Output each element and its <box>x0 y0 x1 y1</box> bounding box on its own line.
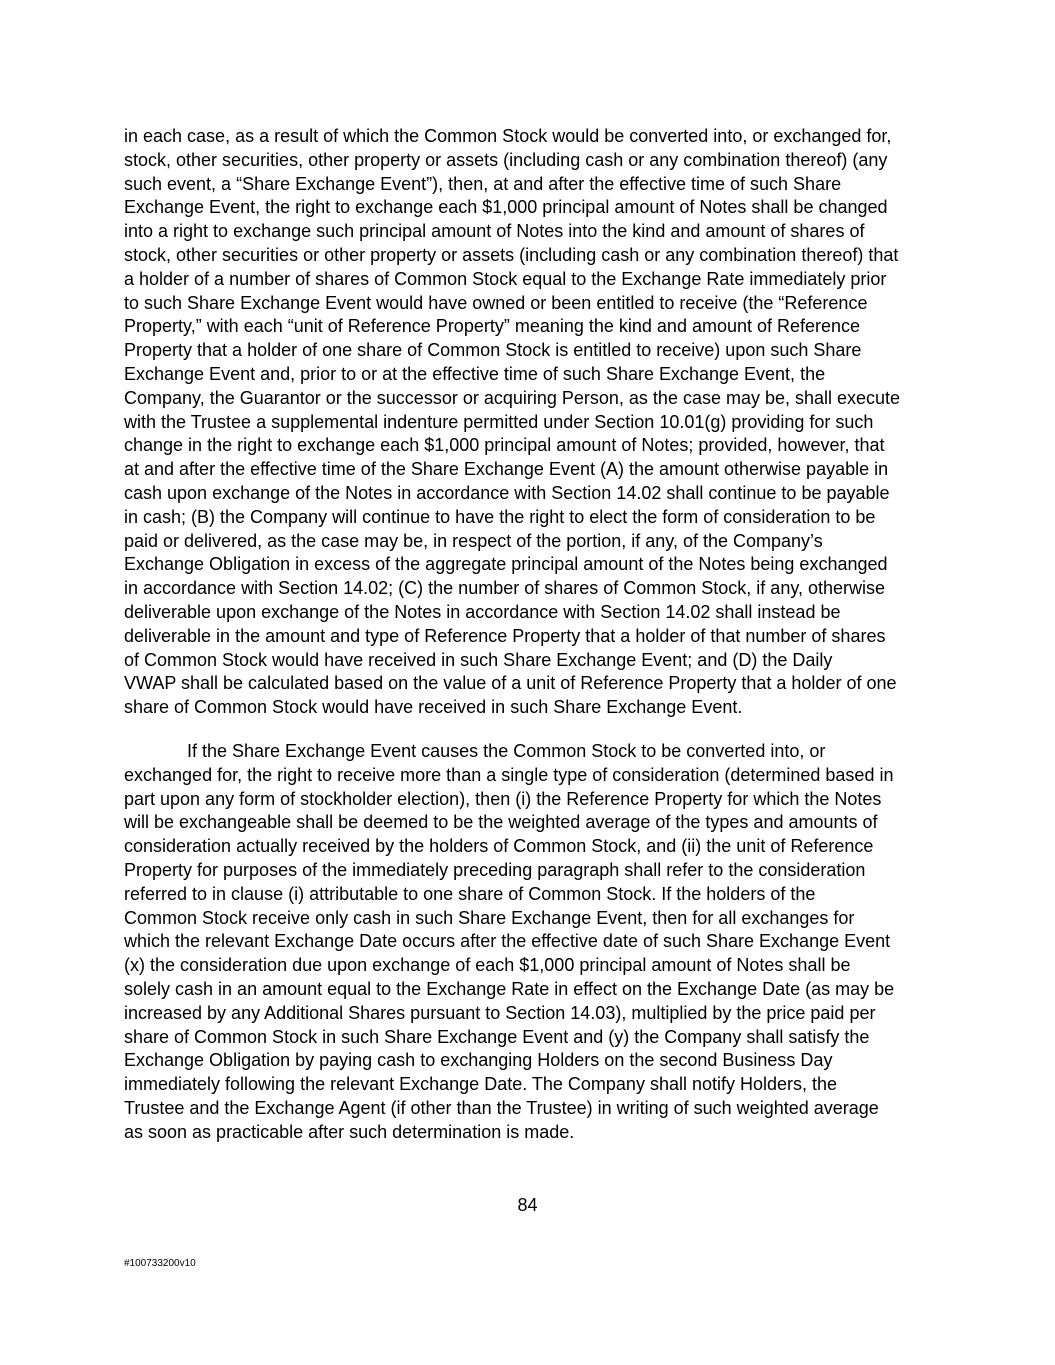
paragraph-line: solely cash in an amount equal to the Exchange Rate in effect on the Exchange Date (as may be <box>124 978 895 999</box>
paragraph-line: Trustee and the Exchange Agent (if other than the Trustee) in writing of such weighted average <box>124 1097 879 1118</box>
paragraph-line: part upon any form of stockholder election), then (i) the Reference Property for which the Notes <box>124 788 882 809</box>
paragraph-line: as soon as practicable after such determination is made. <box>124 1121 575 1142</box>
paragraph-line: share of Common Stock would have received in such Share Exchange Event. <box>124 697 743 718</box>
paragraph-line: Exchange Event and, prior to or at the effective time of such Share Exchange Event, the <box>124 363 826 384</box>
paragraph-line: increased by any Additional Shares pursuant to Section 14.03), multiplied by the price paid per <box>124 1002 876 1023</box>
paragraph-line: to such Share Exchange Event would have owned or been entitled to receive (the “Reference <box>124 292 868 313</box>
paragraph-line: deliverable upon exchange of the Notes in accordance with Section 14.02 shall instead be <box>124 601 841 622</box>
paragraph-line: exchanged for, the right to receive more than a single type of consideration (determined based in <box>124 764 894 785</box>
paragraph-line: at and after the effective time of the Share Exchange Event (A) the amount otherwise payable in <box>124 459 889 480</box>
paragraph-share-exchange-event <box>124 125 934 720</box>
paragraph-line: Property for purposes of the immediately preceding paragraph shall refer to the consideration <box>124 859 866 880</box>
paragraph-line: Exchange Event, the right to exchange each $1,000 principal amount of Notes shall be changed <box>124 197 888 218</box>
paragraph-line: Common Stock receive only cash in such Share Exchange Event, then for all exchanges for <box>124 907 855 928</box>
paragraph-line: immediately following the relevant Exchange Date. The Company shall notify Holders, the <box>124 1074 838 1095</box>
paragraph-line: such event, a “Share Exchange Event”), then, at and after the effective time of such Share <box>124 173 842 194</box>
paragraph-line: with the Trustee a supplemental indenture permitted under Section 10.01(g) providing for such <box>124 411 874 432</box>
paragraph-line: a holder of a number of shares of Common Stock equal to the Exchange Rate immediately prior <box>124 268 887 289</box>
paragraph-line: stock, other securities or other property or assets (including cash or any combination thereof) that <box>124 244 899 265</box>
paragraph-line: VWAP shall be calculated based on the value of a unit of Reference Property that a holder of one <box>124 673 897 694</box>
paragraph-line: referred to in clause (i) attributable to one share of Common Stock. If the holders of the <box>124 883 816 904</box>
paragraph-line: Exchange Obligation in excess of the aggregate principal amount of the Notes being exchanged <box>124 554 888 575</box>
paragraph-line: Exchange Obligation by paying cash to exchanging Holders on the second Business Day <box>124 1050 833 1071</box>
paragraph-multiple-consideration <box>124 740 934 1145</box>
paragraph-line: (x) the consideration due upon exchange of each $1,000 principal amount of Notes shall be <box>124 955 851 976</box>
paragraph-line: in each case, as a result of which the Common Stock would be converted into, or exchanged for, <box>124 126 892 146</box>
paragraph-line: consideration actually received by the holders of Common Stock, and (ii) the unit of Reference <box>124 836 874 857</box>
paragraph-line: cash upon exchange of the Notes in accordance with Section 14.02 shall continue to be payable <box>124 482 890 503</box>
paragraph-line: change in the right to exchange each $1,000 principal amount of Notes; provided, however, that <box>124 435 885 456</box>
paragraph-first-line <box>124 740 934 764</box>
paragraph-line: in cash; (B) the Company will continue to have the right to elect the form of consideration to be <box>124 506 876 527</box>
paragraph-line: deliverable in the amount and type of Reference Property that a holder of that number of shares <box>124 625 886 646</box>
paragraph-line: Property that a holder of one share of Common Stock is entitled to receive) upon such Share <box>124 340 862 361</box>
paragraph-line: stock, other securities, other property or assets (including cash or any combination thereof) (any <box>124 149 888 170</box>
paragraph-line: paid or delivered, as the case may be, in respect of the portion, if any, of the Company’s <box>124 530 823 551</box>
paragraph-line: Property,” with each “unit of Reference Property” meaning the kind and amount of Reference <box>124 316 861 337</box>
paragraph-line-text: If the Share Exchange Event causes the Common Stock to be converted into, or <box>187 741 826 761</box>
document-id: #100733200v10 <box>124 1258 196 1269</box>
paragraph-line: Company, the Guarantor or the successor or acquiring Person, as the case may be, shall execute <box>124 387 901 408</box>
paragraph-line: will be exchangeable shall be deemed to be the weighted average of the types and amounts of <box>124 812 878 833</box>
paragraph-line: of Common Stock would have received in such Share Exchange Event; and (D) the Daily <box>124 649 833 670</box>
page-number: 84 <box>517 1195 538 1215</box>
paragraph-line: share of Common Stock in such Share Exchange Event and (y) the Company shall satisfy the <box>124 1026 870 1047</box>
paragraph-line: which the relevant Exchange Date occurs after the effective date of such Share Exchange Event <box>124 931 891 952</box>
paragraph-line: into a right to exchange such principal amount of Notes into the kind and amount of shares of <box>124 221 865 242</box>
paragraph-line: in accordance with Section 14.02; (C) the number of shares of Common Stock, if any, otherwise <box>124 578 886 599</box>
